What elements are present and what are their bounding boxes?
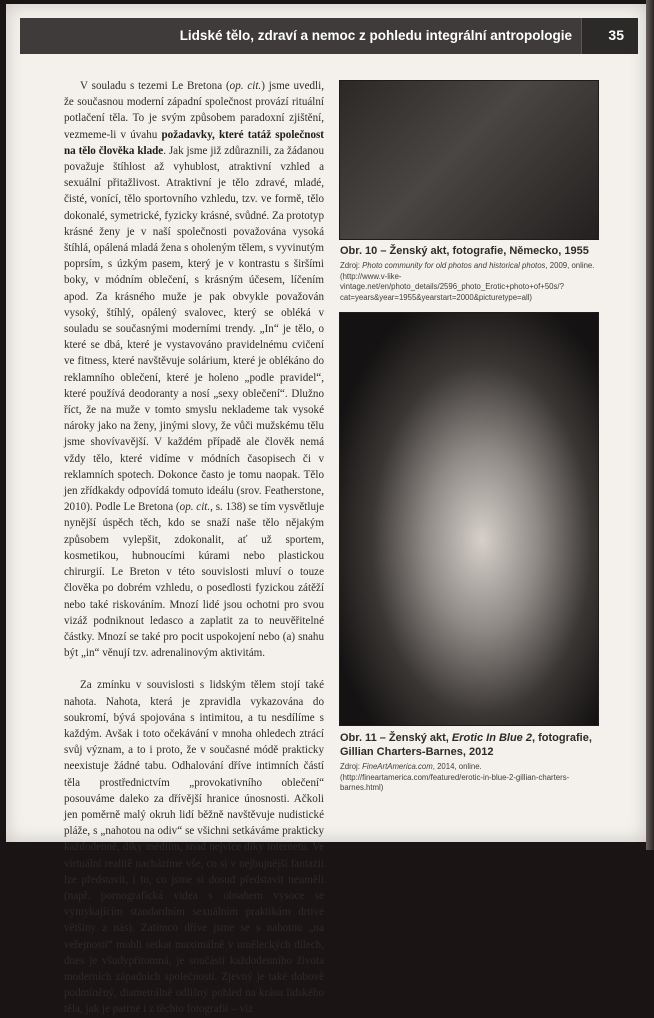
figure-10-source — [340, 261, 602, 303]
emphasis: požadavky, které tatáž společnost na tělo člověka klade — [64, 128, 325, 157]
running-header — [20, 18, 638, 54]
text-run: Zdroj: — [340, 261, 363, 270]
source-name: FineArtAmerica.com — [362, 762, 433, 771]
text-run: , 2009, online. (http://www.v-like-vintage.net/en/photo_details/2596_photo_Erotic+photo+of+50s/?cat=years&year=1955&yearstart=2000&picturetype=all) — [340, 261, 595, 302]
text-run: Obr. 11 – Ženský akt, — [340, 732, 452, 744]
text-run: ) jsme uvedli, že současnou moderní západní společnost provází rituální potlačení těla. To je svým způsobem paradoxní zjištění, vezmeme-li v úvahu — [64, 80, 324, 141]
text-run: , s. 138) se tím vysvětluje nynější úspěch těch, kdo se snaží naše tělo nějakým způsobem vylepšit, zdokonalit, ať už sportem, kosmetikou, hubnoucími kúrami nebo plastickou chirurgií. Le Breton v této souvislosti mluví o touze člověka po dobrém vzhledu, o posedlosti fyzickou zátěží nebo také riskováním. Mnozí lidé jsou ochotni pro svou vizáž podniknout ledasco a zaplatit za to neuvěřitelné částky. Mnozí se také pro pocit uspokojení nebo (a) snahu být „in“ věnují tzv. adrenalinovým aktivitám. — [64, 501, 324, 660]
text-run: Zdroj: — [340, 762, 363, 771]
figure-11-caption — [340, 731, 602, 794]
figure-11-source — [340, 762, 602, 794]
citation: op. cit. — [179, 501, 211, 514]
text-run: V souladu s tezemi Le Bretona ( — [80, 80, 230, 92]
figure-10-title: Obr. 10 – Ženský akt, fotografie, Německo, 1955 — [340, 245, 589, 257]
page-number-box — [581, 18, 638, 54]
figure-11-title — [340, 731, 602, 759]
paragraph-2: Za zmínku v souvislosti s lidským tělem stojí také nahota. Nahota, která je zpravidla vykazována do soukromí, bývá spojována s intimitou, a tu nesdílíme s každým. Avšak i toto očekávání v mnoha ohledech ztrácí svůj význam, a to i proto, že v současné módě prakticky neexistuje žádné tabu. Odhalování dříve intimních částí těla prostřednictvím „provokativního oblečení“ posouváme daleko za dřívější hranice únosnosti. Ačkoli jen poměrně malý okruh lidí běžně navštěvuje nudistické pláže, s „nahotou na odiv“ se všichni setkáváme prakticky každodenně, díky médiím, snad nejvíce díky internetu. Ve virtuální realitě nacházíme vše, co si v nejbujnější fantazii lze představit, i to, co jsme si dosud představit neuměli (např. pornografická videa s obsahem vysoce se vymykajícím standardním sexuálním praktikám drtivé většiny z nás). Zatímco dříve jsme se s nahotou „na veřejnosti“ mohli setkat maximálně v uměleckých dílech, dnes je všudypřítomná, je součástí každodenního života moderních západních společností. Zjevný je také dobově podmíněný, diametrálně odlišný pohled na krásu lidského těla, jak je patrné i z těchto fotografií – viz — [64, 679, 324, 1016]
chapter-title: Lidské tělo, zdraví a nemoc z pohledu integrální antropologie — [179, 28, 572, 43]
book-spine-edge — [646, 0, 654, 850]
text-run: . Jak jsme již zdůraznili, za žádanou považuje štíhlost až vyhublost, atraktivní vzhled a sexuální přitažlivost. Atraktivní je tělo zdravé, mladé, čisté, vonící, tělo sportovního vzhledu, tzv. ve formě, tělo dokonalé, symetrické, fyzicky krásné, svůdné. Za prototyp krásné ženy je v naší společnosti považována vysoká štíhlá, opálená mladá žena s oholeným tělem, s vyvinutým poprsím, s úzkým pasem, který je v kontrastu s širšími boky, v módním oblečení, s krásným účesem, líčením apod. Za krásného muže je pak obvykle považován vysoký, štíhlý, opálený svalovec, který se obléká v souladu se současnými moderními trendy. „In“ je tělo, o které se dbá, které je vystavováno pravidelnému cvičení ve fitness, které navštěvuje solárium, které je oblékáno do reklamního oblečení, které je holeno „podle pravidel“, které používá deodoranty a nosí „sexy oblečení“. Dlužno říct, že na muže v tomto smyslu neklademe tak vysoké nároky jako na ženy, jinými slovy, že vůči mužskému tělu jsme shovívavější. V každém případě ale člověk nemá vždy tělo, které vidíme v módních časopisech či v reklamních spotech. Dokonce často je tomu naopak. Tělo jen zřídkakdy odpovídá tomuto ideálu (srov. Featherstone, 2010). Podle Le Bretona ( — [64, 144, 325, 514]
figure-10-caption — [340, 244, 602, 303]
source-name: Photo community for old photos and historical photos — [362, 261, 546, 270]
text-run: , fotografie, Gillian Charters-Barnes, 2012 — [340, 732, 592, 758]
figure-10-photo — [339, 80, 599, 240]
body-column — [64, 78, 324, 1018]
page-number: 35 — [608, 27, 624, 43]
text-run: , 2014, online. (http://fineartamerica.com/featured/erotic-in-blue-2-gillian-charters-barnes.html) — [340, 762, 570, 792]
book-page — [6, 4, 646, 1016]
figure-11-photo — [339, 312, 599, 726]
citation: op. cit. — [229, 80, 262, 92]
paragraph-1 — [64, 78, 324, 661]
artwork-title: Erotic In Blue 2 — [451, 732, 532, 744]
